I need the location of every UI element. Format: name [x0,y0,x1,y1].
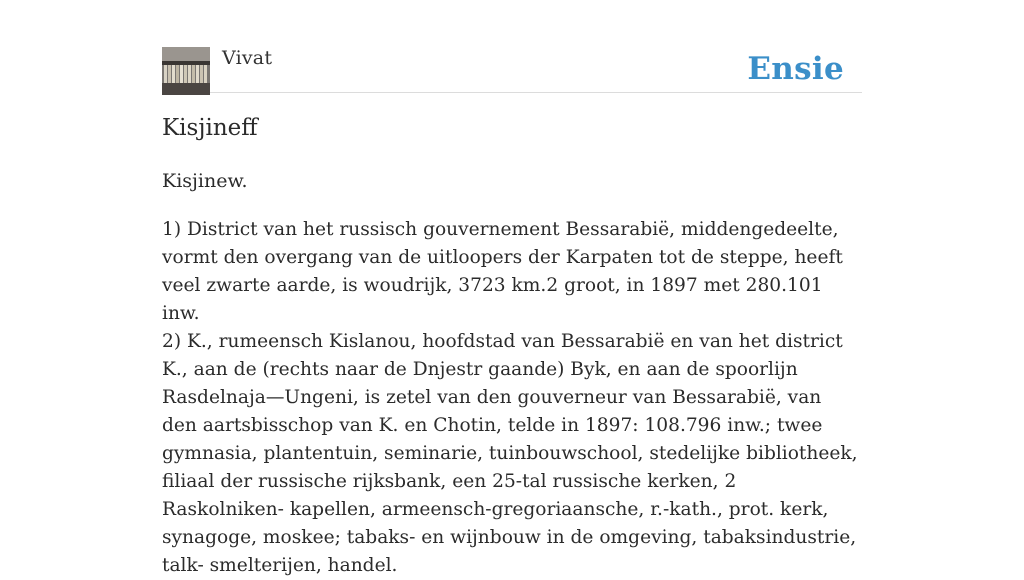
avatar-image [162,47,210,95]
bookshelf-avatar-icon[interactable] [162,47,210,95]
entry-alias: Kisjinew. [162,170,248,192]
brand-logo[interactable]: Ensie [747,51,844,87]
entry-body: 1) District van het russisch gouvernement Bessarabië, middengedeelte, vormt den overgang van de uitloopers der Karpaten tot de steppe, heeft veel zwarte aarde, is woudrijk, 3723 km.2 groot, in 1897 met 280.101 inw. 2) K., rumeensch Kislanou, hoofdstad van Bessarabië en van het district K., aan de (rechts naar de Dnjestr gaande) Byk, en aan de spoorlijn Rasdelnaja—Ungeni, is zetel van den gouverneur van Bessarabië, van den aartsbisschop van K. en Chotin, telde in 1897: 108.796 inw.; twee gymnasia, plantentuin, seminarie, tuinbouwschool, stedelijke bibliotheek, filiaal der russische rijksbank, een 25-tal russische kerken, 2 Raskolniken- kapellen, armeensch-gregoriaansche, r.-kath., prot. kerk, synagoge, moskee; tabaks- en wijnbouw in de omgeving, tabaksindustrie, talk- smelterijen, handel. [162,219,858,576]
page-header [162,46,862,93]
entry-title: Kisjineff [162,115,258,141]
username[interactable]: Vivat [222,47,273,69]
